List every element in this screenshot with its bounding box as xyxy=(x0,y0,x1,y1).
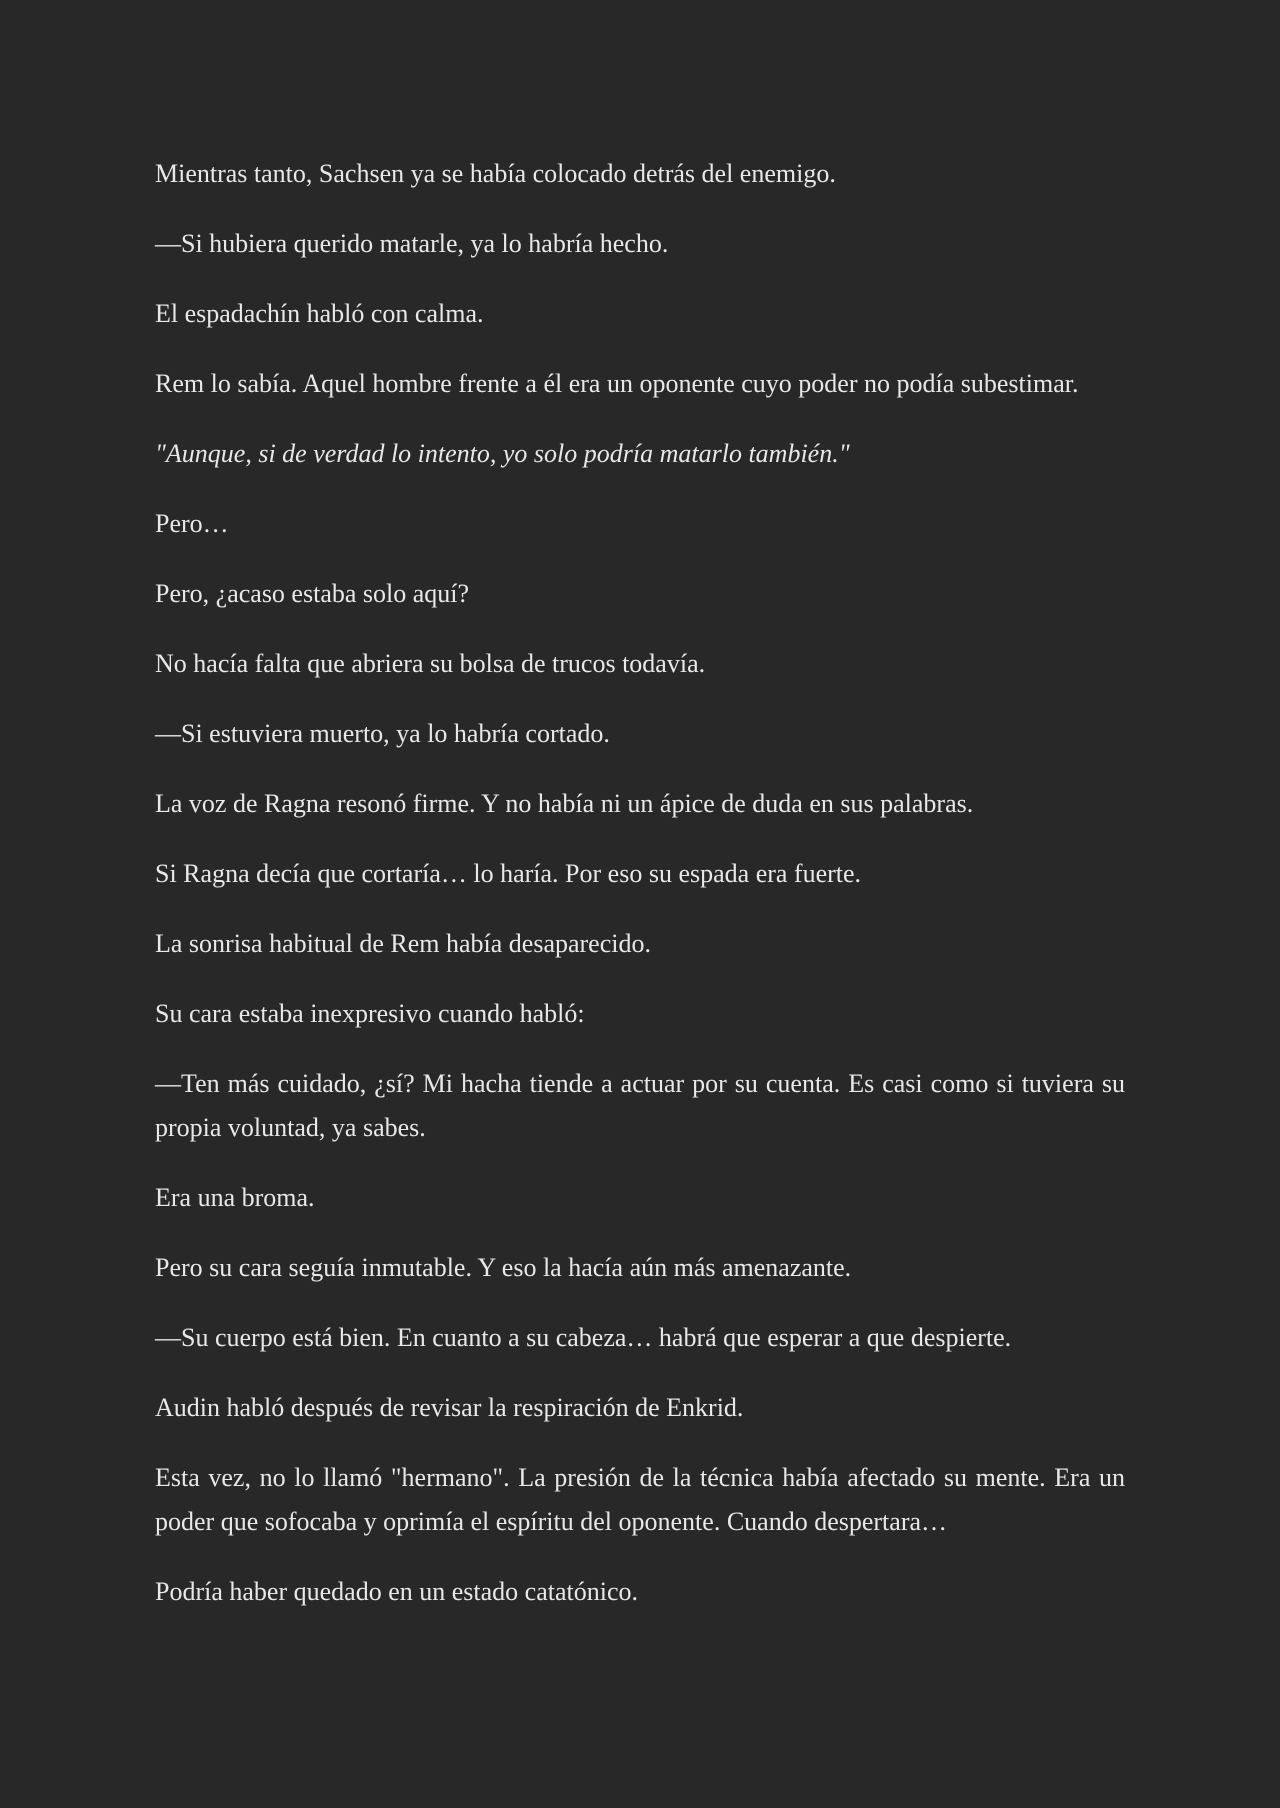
paragraph: —Su cuerpo está bien. En cuanto a su cabeza… habrá que esperar a que despierte. xyxy=(155,1323,1012,1352)
paragraph: Su cara estaba inexpresivo cuando habló: xyxy=(155,999,585,1028)
paragraph: El espadachín habló con calma. xyxy=(155,299,484,328)
paragraph: Pero, ¿acaso estaba solo aquí? xyxy=(155,579,470,608)
paragraph: Era una broma. xyxy=(155,1183,315,1212)
paragraph: Audin habló después de revisar la respiración de Enkrid. xyxy=(155,1393,744,1422)
paragraph: Si Ragna decía que cortaría… lo haría. Por eso su espada era fuerte. xyxy=(155,859,862,888)
paragraph: La voz de Ragna resonó firme. Y no había ni un ápice de duda en sus palabras. xyxy=(155,789,974,818)
paragraph: La sonrisa habitual de Rem había desaparecido. xyxy=(155,929,651,958)
chapter-text xyxy=(155,152,1125,1640)
paragraph: Esta vez, no lo llamó "hermano". La presión de la técnica había afectado su mente. Era un poder que sofocaba y oprimía el espíritu del oponente. Cuando despertara… xyxy=(155,1463,1125,1536)
paragraph: Pero su cara seguía inmutable. Y eso la hacía aún más amenazante. xyxy=(155,1253,852,1282)
paragraph: Pero… xyxy=(155,509,229,538)
paragraph: Rem lo sabía. Aquel hombre frente a él era un oponente cuyo poder no podía subestimar. xyxy=(155,369,1079,398)
paragraph-thought: "Aunque, si de verdad lo intento, yo solo podría matarlo también." xyxy=(155,439,850,468)
paragraph: —Si hubiera querido matarle, ya lo habría hecho. xyxy=(155,229,669,258)
paragraph: No hacía falta que abriera su bolsa de trucos todavía. xyxy=(155,649,706,678)
paragraph: Mientras tanto, Sachsen ya se había colocado detrás del enemigo. xyxy=(155,159,836,188)
paragraph: —Ten más cuidado, ¿sí? Mi hacha tiende a actuar por su cuenta. Es casi como si tuviera su propia voluntad, ya sabes. xyxy=(155,1069,1125,1142)
paragraph: —Si estuviera muerto, ya lo habría cortado. xyxy=(155,719,610,748)
paragraph: Podría haber quedado en un estado catatónico. xyxy=(155,1577,638,1606)
